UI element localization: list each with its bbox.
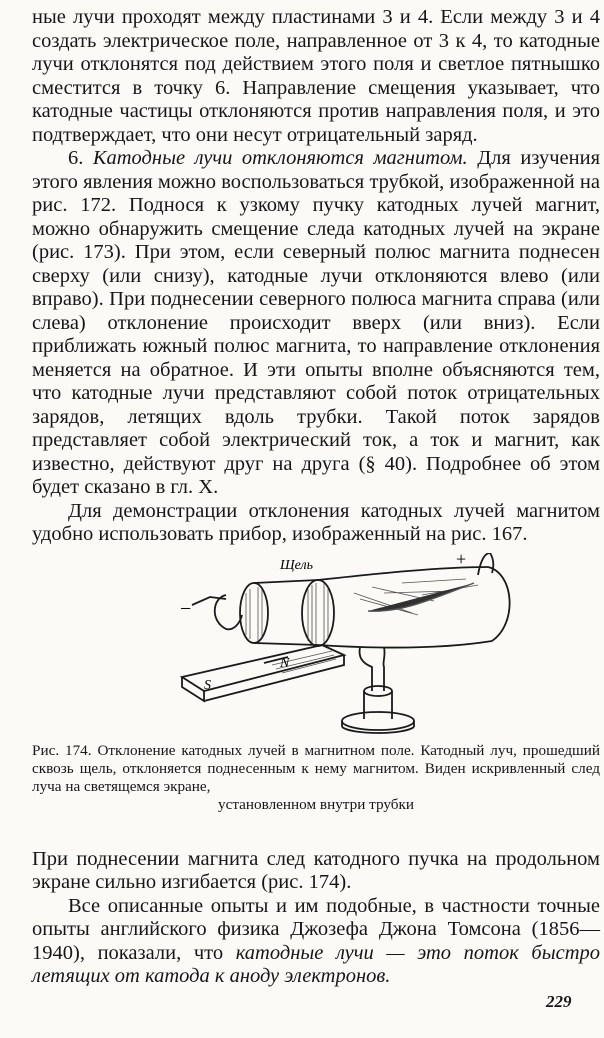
page-number: 229: [546, 992, 572, 1011]
cathode-minus-label: −: [180, 597, 192, 620]
magnet-south-label: S: [204, 677, 211, 693]
magnet-north-label: N: [280, 655, 290, 671]
paragraph-after-figure: При поднесении магнита след катодного пучка на продольном экране сильно изгибается (рис. 174).: [32, 847, 600, 893]
paragraph-demo: Для демонстрации отклонения катодных лучей магнитом удобно использовать прибор, изображенный на рис. 167.: [32, 499, 600, 545]
final-text: Все описанные опыты и им подобные, в частности точные опыты английского физика Джозефа Джона Томсона (1856—1940), показали, что: [32, 894, 600, 964]
figure-caption: [32, 742, 600, 814]
section-number: 6.: [68, 147, 84, 169]
final-conclusion: катодные лучи — это поток быстро летящих от катода к аноду электронов.: [32, 941, 600, 987]
anode-plus-label: +: [456, 552, 467, 569]
slit-label: Щель: [280, 557, 313, 573]
paragraph-section-6: [32, 147, 600, 500]
cathode-tube-illustration: [122, 553, 522, 738]
page-body: [32, 6, 600, 989]
caption-main: Рис. 174. Отклонение катодных лучей в магнитном поле. Катодный луч, прошедший сквозь щель, отклоняется поднесенным к нему магнитом. Виден искривленный след луча на светящемся экране,: [32, 741, 600, 795]
paragraph-final: [32, 895, 600, 989]
spacer: [32, 814, 600, 848]
figure-174: [32, 553, 600, 738]
caption-last-line: установленном внутри трубки: [218, 795, 414, 813]
paragraph-top: ные лучи проходят между пластинами 3 и 4. Если между 3 и 4 создать электрическое поле, направленное от 3 к 4, то катодные лучи отклонятся под действием этого поля и светлое пятнышко сместится в точку 6. Направление смещения указывает, что катодные частицы отклоняются против направления поля, и это подтверждает, что они несут отрицательный заряд.: [32, 6, 600, 146]
section-title: Катодные лучи отклоняются магнитом.: [92, 147, 468, 169]
section-text: Для изучения этого явления можно воспользоваться трубкой, изображенной на рис. 172. Поднося к узкому пучку катодных лучей магнит, можно обнаружить смещение следа катодных лучей на экране (рис. 173). При этом, если северный полюс магнита поднесен сверху (или снизу), катодные лучи отклоняются влево (или вправо). При поднесении северного полюса магнита справа (или слева) отклонение происходит вверх (или вниз). Если приближать южный полюс магнита, то направление отклонения меняется на обратное. И эти опыты вполне объясняются тем, что катодные лучи представляют собой поток отрицательных зарядов, летящих вдоль трубки. Такой поток зарядов представляет собой электрический ток, а ток и магнит, как известно, действуют друг на друга (§ 40). Подробнее об этом будет сказано в гл. X.: [32, 147, 601, 498]
